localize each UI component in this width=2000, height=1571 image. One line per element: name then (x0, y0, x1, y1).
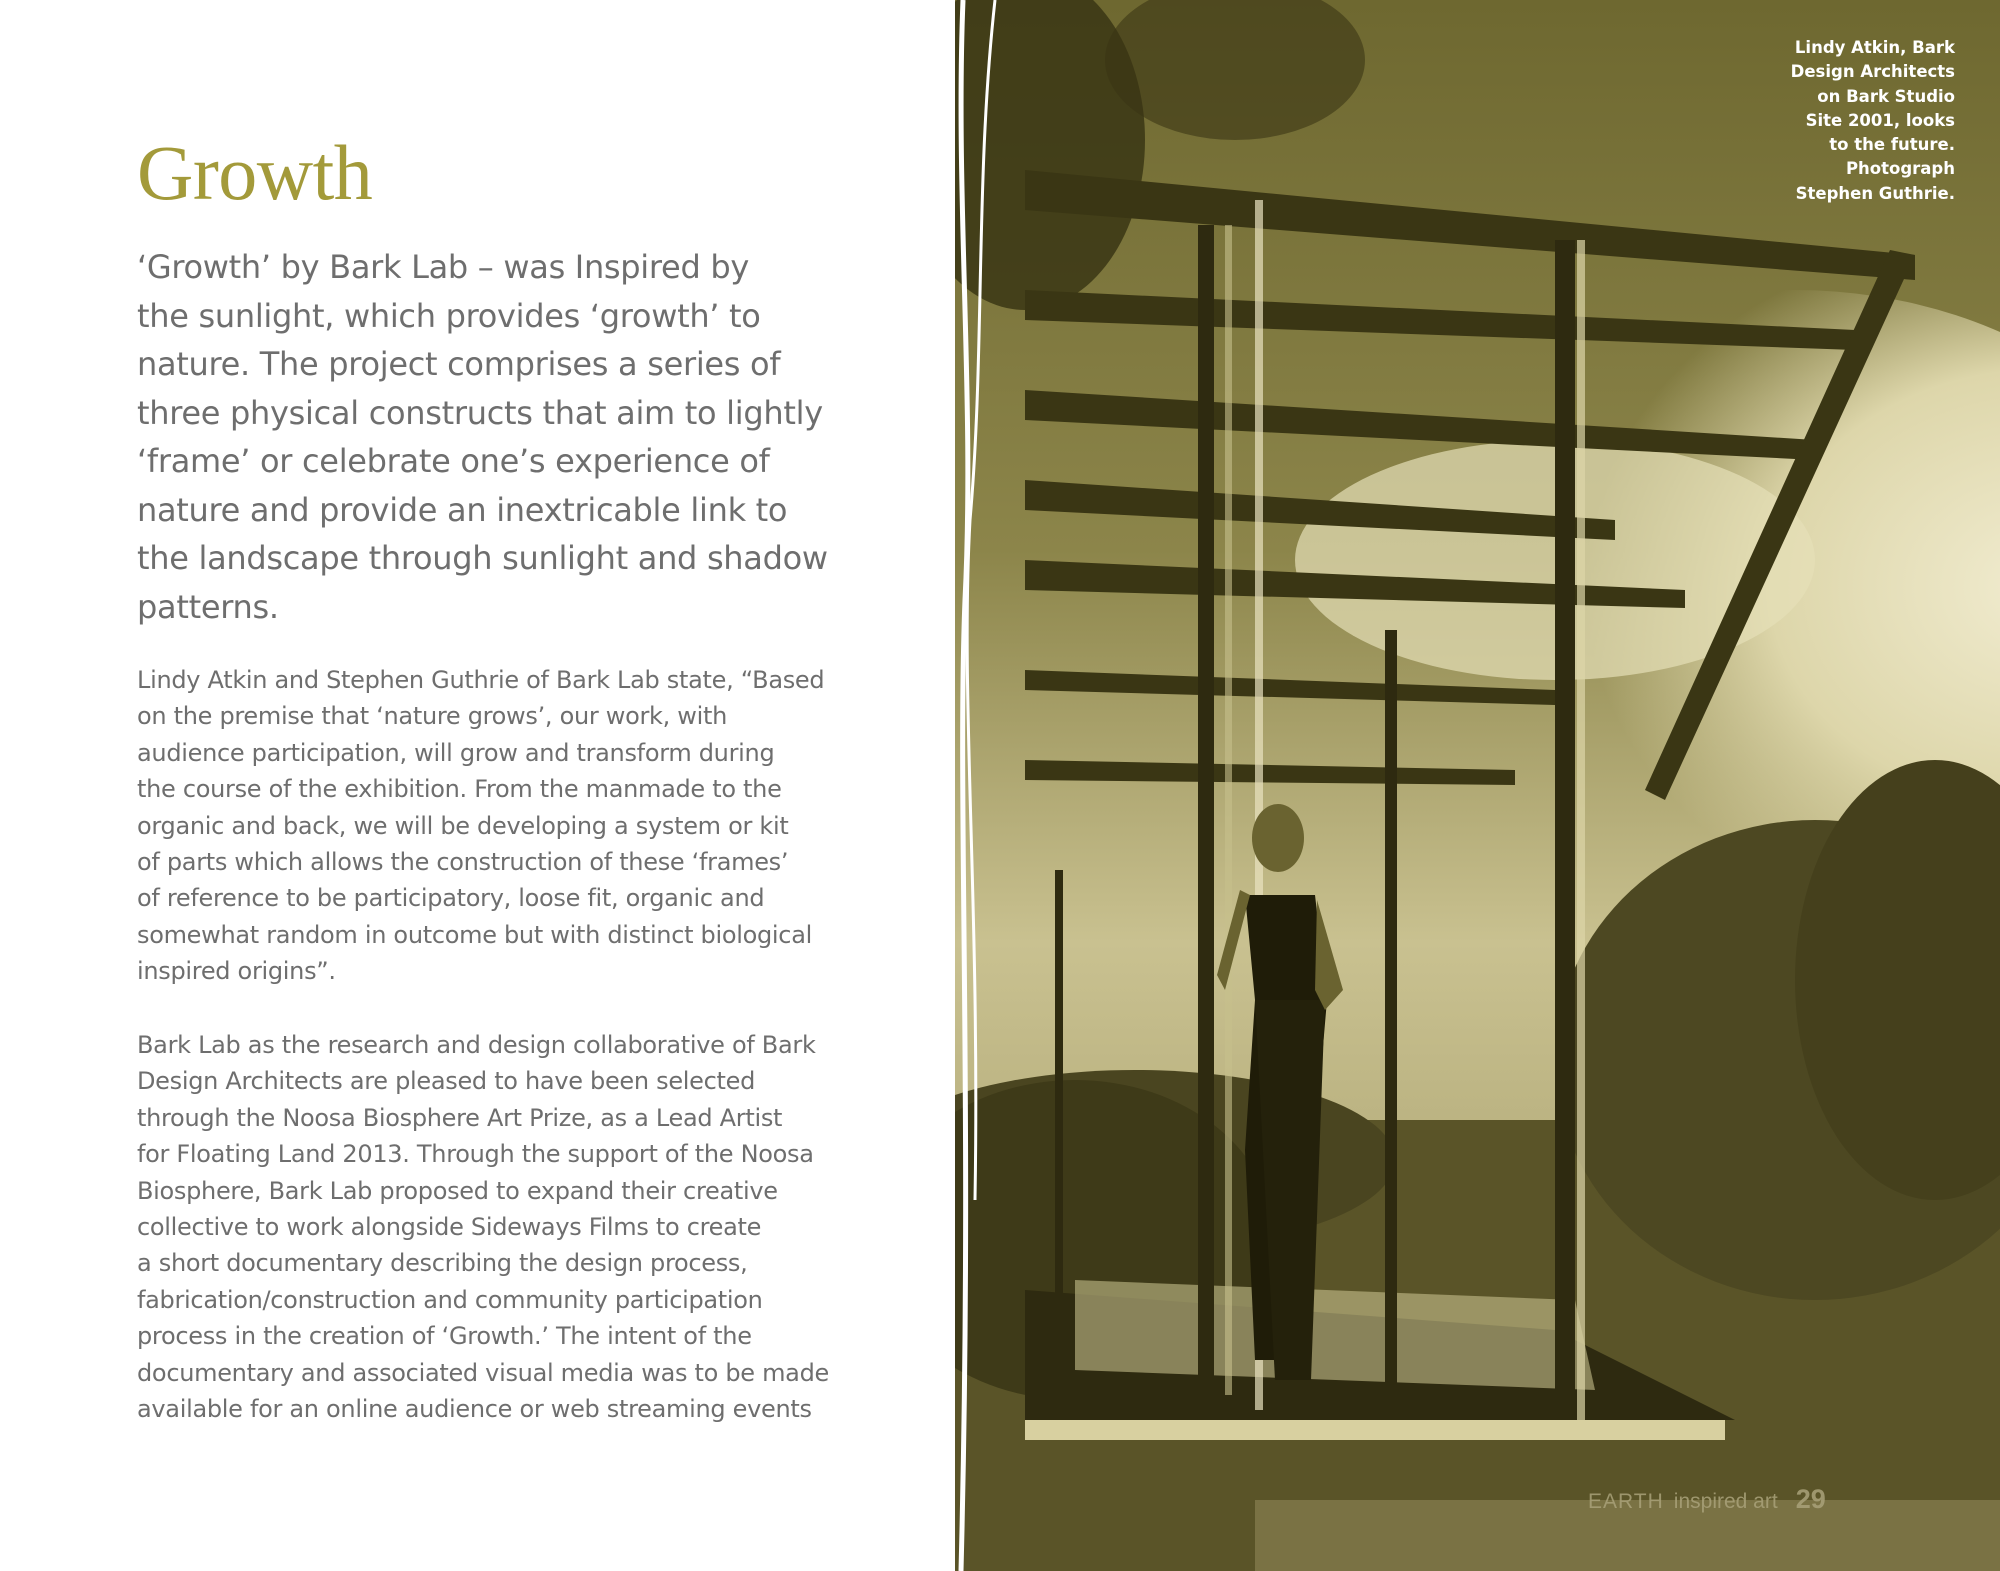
lead-line: the sunlight, which provides ‘growth’ to (137, 296, 761, 335)
text-line: collective to work alongside Sideways Films to create (137, 1213, 762, 1242)
caption-line: Site 2001, looks (1805, 110, 1955, 130)
caption-line: Photograph (1845, 159, 1955, 179)
text-line: fabrication/construction and community participation (137, 1285, 763, 1314)
text-line: for Floating Land 2013. Through the support of the Noosa (137, 1140, 814, 1169)
page-number: 29 (1795, 1484, 1826, 1514)
text-line: available for an online audience or web streaming events (137, 1395, 812, 1424)
lead-line: three physical constructs that aim to lightly (137, 393, 823, 432)
text-line: the course of the exhibition. From the manmade to the (137, 775, 782, 804)
lead-line: ‘frame’ or celebrate one’s experience of (137, 442, 770, 480)
footer-subtitle: inspired art (1673, 1490, 1778, 1513)
text-line: Biosphere, Bark Lab proposed to expand their creative (137, 1176, 778, 1205)
photo-illustration (955, 0, 2000, 1571)
text-line: of reference to be participatory, loose fit, organic and (137, 884, 765, 913)
lead-line: nature and provide an inextricable link to (137, 490, 788, 529)
page-footer (1588, 1484, 1826, 1515)
photo-caption (1755, 36, 1955, 206)
text-line: a short documentary describing the design process, (137, 1249, 748, 1278)
lead-line: nature. The project comprises a series of (137, 345, 781, 383)
text-page (0, 0, 955, 1571)
text-line: process in the creation of ‘Growth.’ The intent of the (137, 1322, 752, 1351)
text-line: audience participation, will grow and transform during (137, 738, 775, 767)
caption-line: Stephen Guthrie. (1795, 183, 1955, 203)
page-title: Growth (137, 129, 373, 216)
text-line: through the Noosa Biosphere Art Prize, as a Lead Artist (137, 1103, 783, 1132)
text-line: Bark Lab as the research and design collaborative of Bark (137, 1031, 816, 1059)
caption-line: on Bark Studio (1817, 86, 1955, 106)
body-paragraph-quote (137, 662, 877, 990)
lead-paragraph (137, 243, 877, 631)
text-line: on the premise that ‘nature grows’, our work, with (137, 702, 728, 731)
lead-line: patterns. (137, 587, 279, 626)
caption-line: to the future. (1829, 135, 1955, 155)
text-line: somewhat random in outcome but with distinct biological (137, 920, 812, 949)
sepia-photograph (955, 0, 2000, 1571)
caption-line: Lindy Atkin, Bark (1794, 38, 1955, 57)
text-line: of parts which allows the construction of these ‘frames’ (137, 848, 789, 877)
footer-brand: EARTH (1588, 1490, 1664, 1513)
text-line: organic and back, we will be developing a system or kit (137, 811, 789, 840)
text-line: Design Architects are pleased to have been selected (137, 1067, 756, 1096)
text-line: documentary and associated visual media was to be made (137, 1358, 829, 1387)
caption-line: Design Architects (1790, 62, 1955, 82)
text-line: inspired origins”. (137, 957, 336, 986)
lead-line: the landscape through sunlight and shadow (137, 539, 828, 577)
lead-line: ‘Growth’ by Bark Lab – was Inspired by (137, 248, 749, 286)
text-line: Lindy Atkin and Stephen Guthrie of Bark Lab state, “Based (137, 666, 825, 694)
body-paragraph-collaboration (137, 1027, 877, 1427)
